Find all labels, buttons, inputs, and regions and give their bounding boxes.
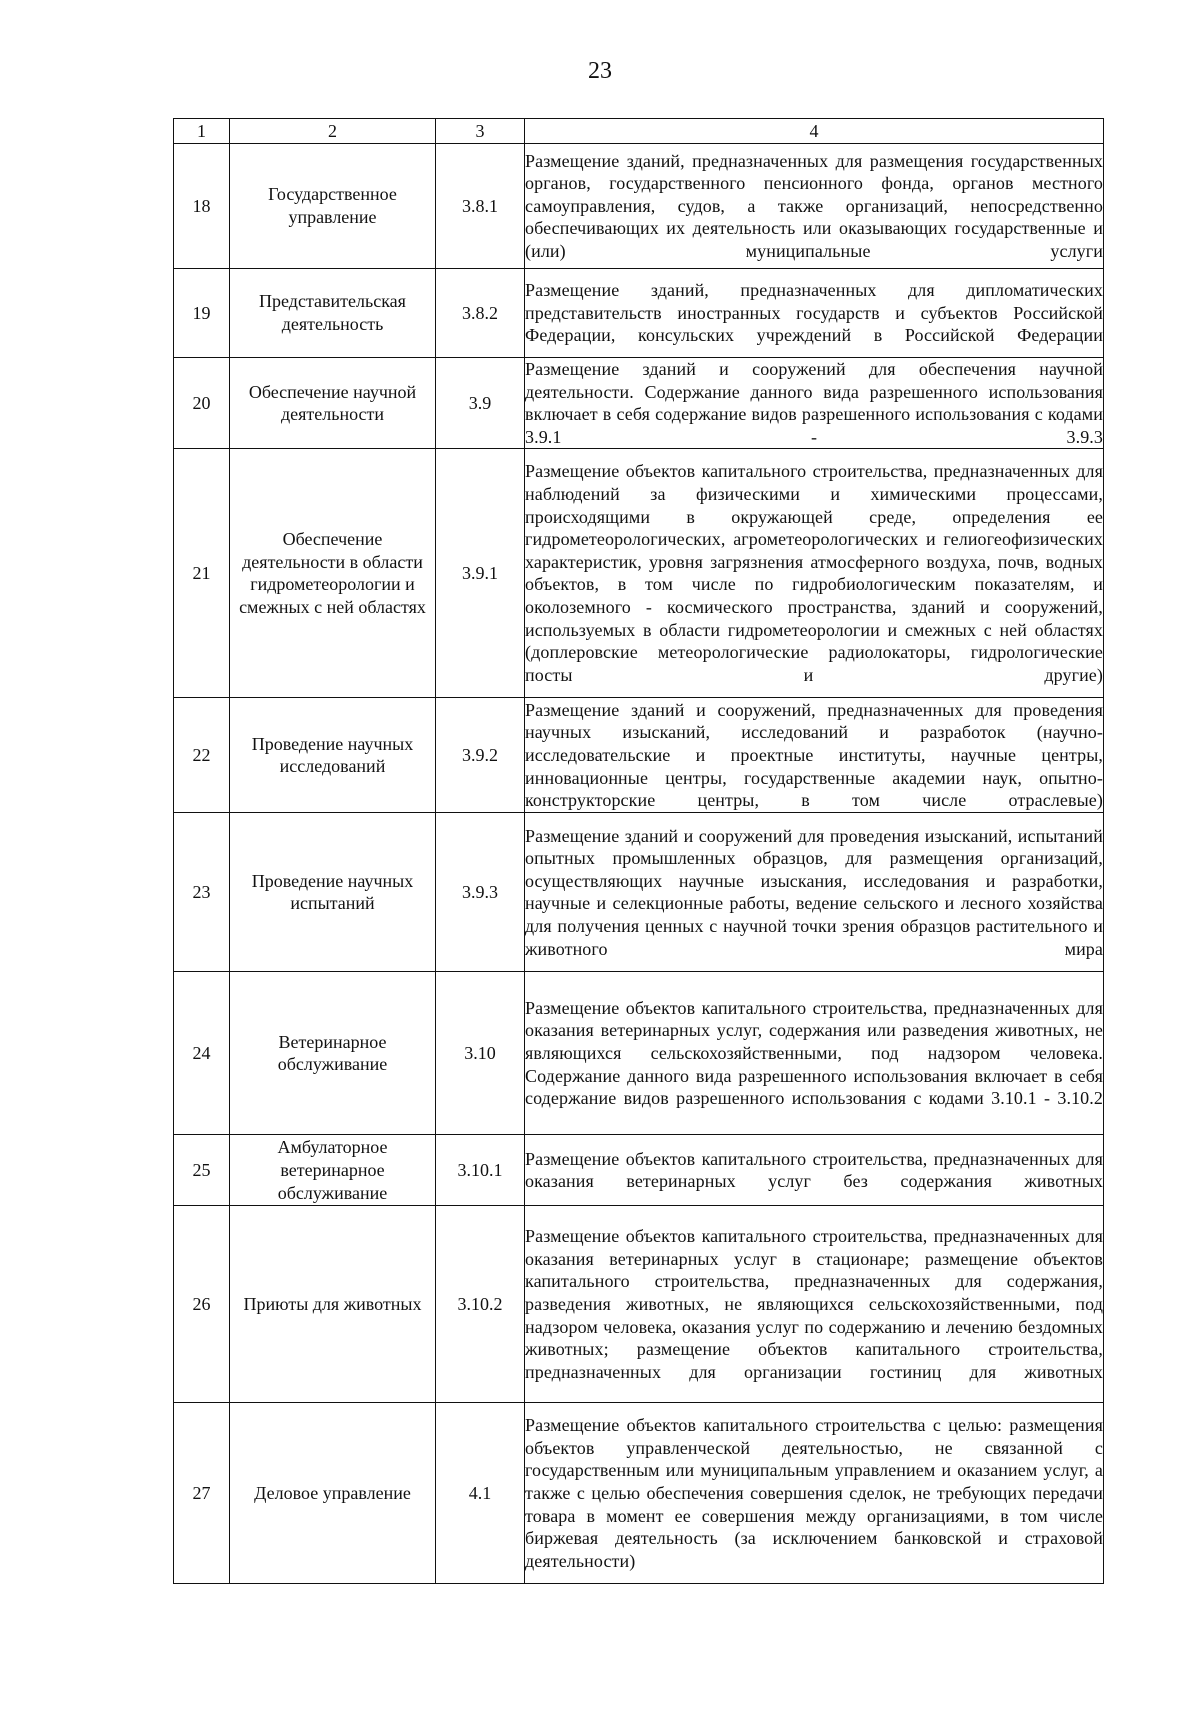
land-use-table bbox=[173, 118, 1104, 1584]
land-use-code: 3.8.1 bbox=[436, 144, 525, 269]
table-row bbox=[174, 1135, 1104, 1206]
land-use-description: Размещение зданий, предназначенных для размещения государственных органов, государственного пенсионного фонда, органов местного самоуправления, судов, а также организаций, непосредственно обеспечивающих их деятельность или оказывающих государственные и (или) муниципальные услуги bbox=[525, 144, 1104, 269]
land-use-code: 3.9 bbox=[436, 358, 525, 449]
land-use-code: 3.9.1 bbox=[436, 449, 525, 698]
land-use-code: 3.9.3 bbox=[436, 813, 525, 972]
land-use-description: Размещение объектов капитального строительства, предназначенных для оказания ветеринарных услуг, содержания или разведения животных, не являющихся сельскохозяйственными, под надзором человека. Содержание данного вида разрешенного использования включает в себя содержание видов разрешенного использования с кодами 3.10.1 - 3.10.2 bbox=[525, 972, 1104, 1135]
table-row bbox=[174, 358, 1104, 449]
row-number: 22 bbox=[174, 698, 230, 813]
land-use-code: 3.10.1 bbox=[436, 1135, 525, 1206]
land-use-description: Размещение зданий и сооружений для проведения изысканий, испытаний опытных промышленных образцов, для размещения организаций, осуществляющих научные изыскания, исследования и разработки, научные и селекционные работы, ведение сельского и лесного хозяйства для получения ценных с научной точки зрения образцов растительного и животного мира bbox=[525, 813, 1104, 972]
row-number: 18 bbox=[174, 144, 230, 269]
land-use-description: Размещение объектов капитального строительства с целью: размещения объектов управленческой деятельностью, не связанной с государственным или муниципальным управлением и оказанием услуг, а также с целью обеспечения совершения сделок, не требующих передачи товара в момент ее совершения между организациями, в том числе биржевая деятельность (за исключением банковской и страховой деятельности) bbox=[525, 1403, 1104, 1584]
land-use-description: Размещение зданий и сооружений, предназначенных для проведения научных изысканий, исследований и разработок (научно-исследовательские и проектные институты, научные центры, инновационные центры, государственные академии наук, опытно-конструкторские центры, в том числе отраслевые) bbox=[525, 698, 1104, 813]
table-row bbox=[174, 972, 1104, 1135]
row-number: 27 bbox=[174, 1403, 230, 1584]
row-number: 20 bbox=[174, 358, 230, 449]
land-use-description: Размещение зданий, предназначенных для дипломатических представительств иностранных государств и субъектов Российской Федерации, консульских учреждений в Российской Федерации bbox=[525, 269, 1104, 358]
row-number: 24 bbox=[174, 972, 230, 1135]
land-use-code: 3.8.2 bbox=[436, 269, 525, 358]
land-use-name: Представительская деятельность bbox=[230, 269, 436, 358]
table-row bbox=[174, 1206, 1104, 1403]
land-use-name: Обеспечение научной деятельности bbox=[230, 358, 436, 449]
land-use-description: Размещение объектов капитального строительства, предназначенных для оказания ветеринарных услуг в стационаре; размещение объектов капитального строительства, предназначенных для содержания, разведения животных, не являющихся сельскохозяйственными, под надзором человека, оказания услуг по содержанию и лечению бездомных животных; размещение объектов капитального строительства, предназначенных для организации гостиниц для животных bbox=[525, 1206, 1104, 1403]
land-use-name: Обеспечение деятельности в области гидрометеорологии и смежных с ней областях bbox=[230, 449, 436, 698]
land-use-name: Амбулаторное ветеринарное обслуживание bbox=[230, 1135, 436, 1206]
table-row bbox=[174, 269, 1104, 358]
table-row bbox=[174, 144, 1104, 269]
row-number: 25 bbox=[174, 1135, 230, 1206]
table-row bbox=[174, 449, 1104, 698]
row-number: 23 bbox=[174, 813, 230, 972]
row-number: 19 bbox=[174, 269, 230, 358]
table-header-row bbox=[174, 119, 1104, 144]
row-number: 21 bbox=[174, 449, 230, 698]
land-use-code: 3.10 bbox=[436, 972, 525, 1135]
land-use-description: Размещение зданий и сооружений для обеспечения научной деятельности. Содержание данного вида разрешенного использования включает в себя содержание видов разрешенного использования с кодами 3.9.1 - 3.9.3 bbox=[525, 358, 1104, 449]
land-use-code: 4.1 bbox=[436, 1403, 525, 1584]
land-use-description: Размещение объектов капитального строительства, предназначенных для оказания ветеринарных услуг без содержания животных bbox=[525, 1135, 1104, 1206]
row-number: 26 bbox=[174, 1206, 230, 1403]
land-use-name: Проведение научных испытаний bbox=[230, 813, 436, 972]
column-header: 1 bbox=[174, 119, 230, 144]
table-row bbox=[174, 1403, 1104, 1584]
land-use-description: Размещение объектов капитального строительства, предназначенных для наблюдений за физическими и химическими процессами, происходящими в окружающей среде, определения ее гидрометеорологических, агрометеорологических и гелиогеофизических характеристик, уровня загрязнения атмосферного воздуха, почв, водных объектов, в том числе по гидробиологическим показателям, и околоземного - космического пространства, зданий и сооружений, используемых в области гидрометеорологии и смежных с ней областях (доплеровские метеорологические радиолокаторы, гидрологические посты и другие) bbox=[525, 449, 1104, 698]
land-use-code: 3.10.2 bbox=[436, 1206, 525, 1403]
land-use-code: 3.9.2 bbox=[436, 698, 525, 813]
column-header: 3 bbox=[436, 119, 525, 144]
page-number: 23 bbox=[588, 58, 612, 84]
land-use-name: Государственное управление bbox=[230, 144, 436, 269]
column-header: 2 bbox=[230, 119, 436, 144]
land-use-name: Ветеринарное обслуживание bbox=[230, 972, 436, 1135]
land-use-name: Проведение научных исследований bbox=[230, 698, 436, 813]
land-use-name: Приюты для животных bbox=[230, 1206, 436, 1403]
column-header: 4 bbox=[525, 119, 1104, 144]
land-use-name: Деловое управление bbox=[230, 1403, 436, 1584]
table-row bbox=[174, 813, 1104, 972]
table-row bbox=[174, 698, 1104, 813]
